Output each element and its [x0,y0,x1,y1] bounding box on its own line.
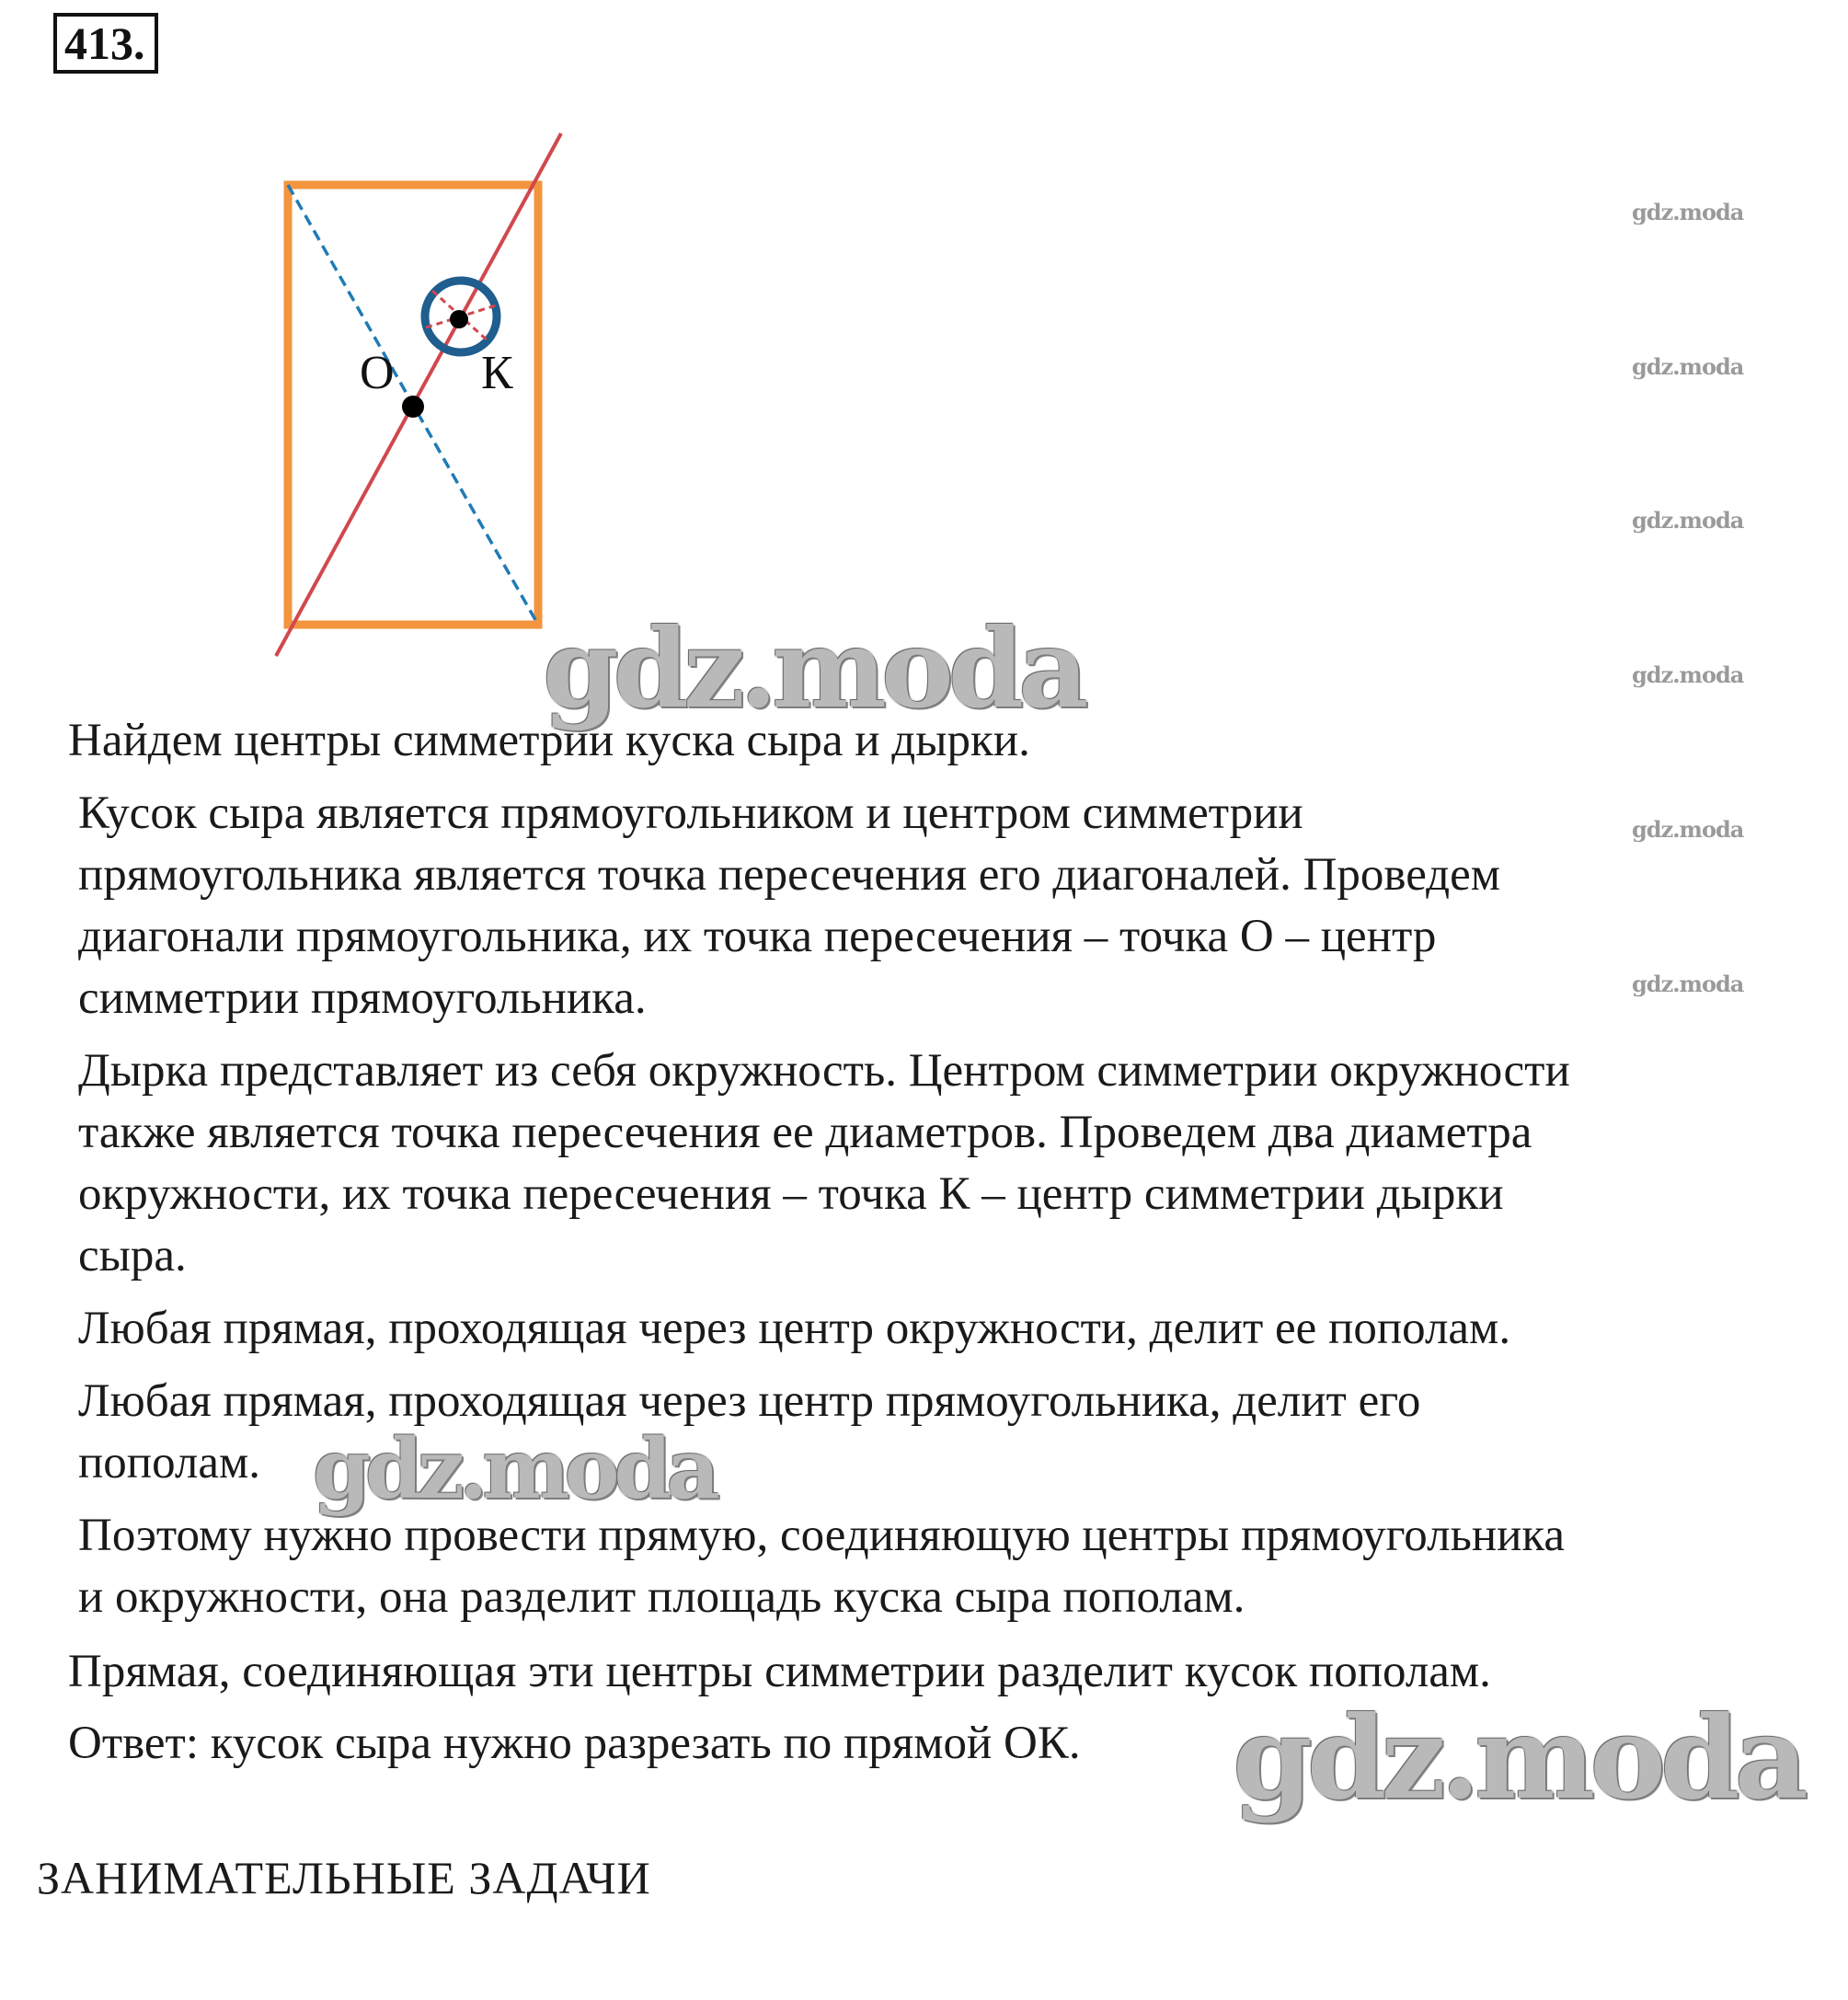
problem-number: 413. [53,13,158,74]
cut-line-ok [276,133,561,656]
watermark-small-1: gdz.moda [1632,199,1744,225]
paragraph-7: Прямая, соединяющая эти центры симметрии разделит кусок пополам. [68,1646,1491,1697]
watermark-large-1: gdz.moda [543,604,1084,732]
section-title: ЗАНИМАТЕЛЬНЫЕ ЗАДАЧИ [37,1852,651,1903]
paragraph-6: Поэтому нужно провести прямую, соединяющую центры прямоугольника и окружности, она разделит площадь куска сыра пополам. [78,1510,1566,1623]
watermark-large-3: gdz.moda [1233,1692,1803,1825]
watermark-large-2: gdz.moda [313,1420,715,1518]
watermark-small-5: gdz.moda [1632,816,1744,843]
answer-paragraph: Ответ: кусок сыра нужно разрезать по прямой ОК. [68,1718,1081,1769]
watermark-small-2: gdz.moda [1632,353,1744,380]
cheese-figure [0,0,920,699]
paragraph-4: Любая прямая, проходящая через центр окружности, делит ее пополам. [78,1303,1511,1354]
point-o-label: О [360,347,395,399]
paragraph-2: Кусок сыра является прямоугольником и центром симметрии прямоугольника является точка пересечения его диагоналей. Проведем диагонали прямоугольника, их точка пересечения – точка О – центр симметрии прямоугольника. [78,787,1501,1024]
watermark-small-3: gdz.moda [1632,507,1744,534]
point-k [450,310,468,328]
paragraph-5: Любая прямая, проходящая через центр прямоугольника, делит его пополам. [78,1375,1421,1489]
point-o [402,396,424,418]
watermark-small-4: gdz.moda [1632,661,1744,688]
paragraph-3: Дырка представляет из себя окружность. Центром симметрии окружности также является точка пересечения ее диаметров. Проведем два диаметра окружности, их точка пересечения – точка К – центр симметрии дырки сыра. [78,1045,1570,1282]
watermark-small-6: gdz.moda [1632,971,1744,997]
paragraph-1: Найдем центры симметрии куска сыра и дырки. [68,715,1030,766]
point-k-label: К [481,347,513,399]
